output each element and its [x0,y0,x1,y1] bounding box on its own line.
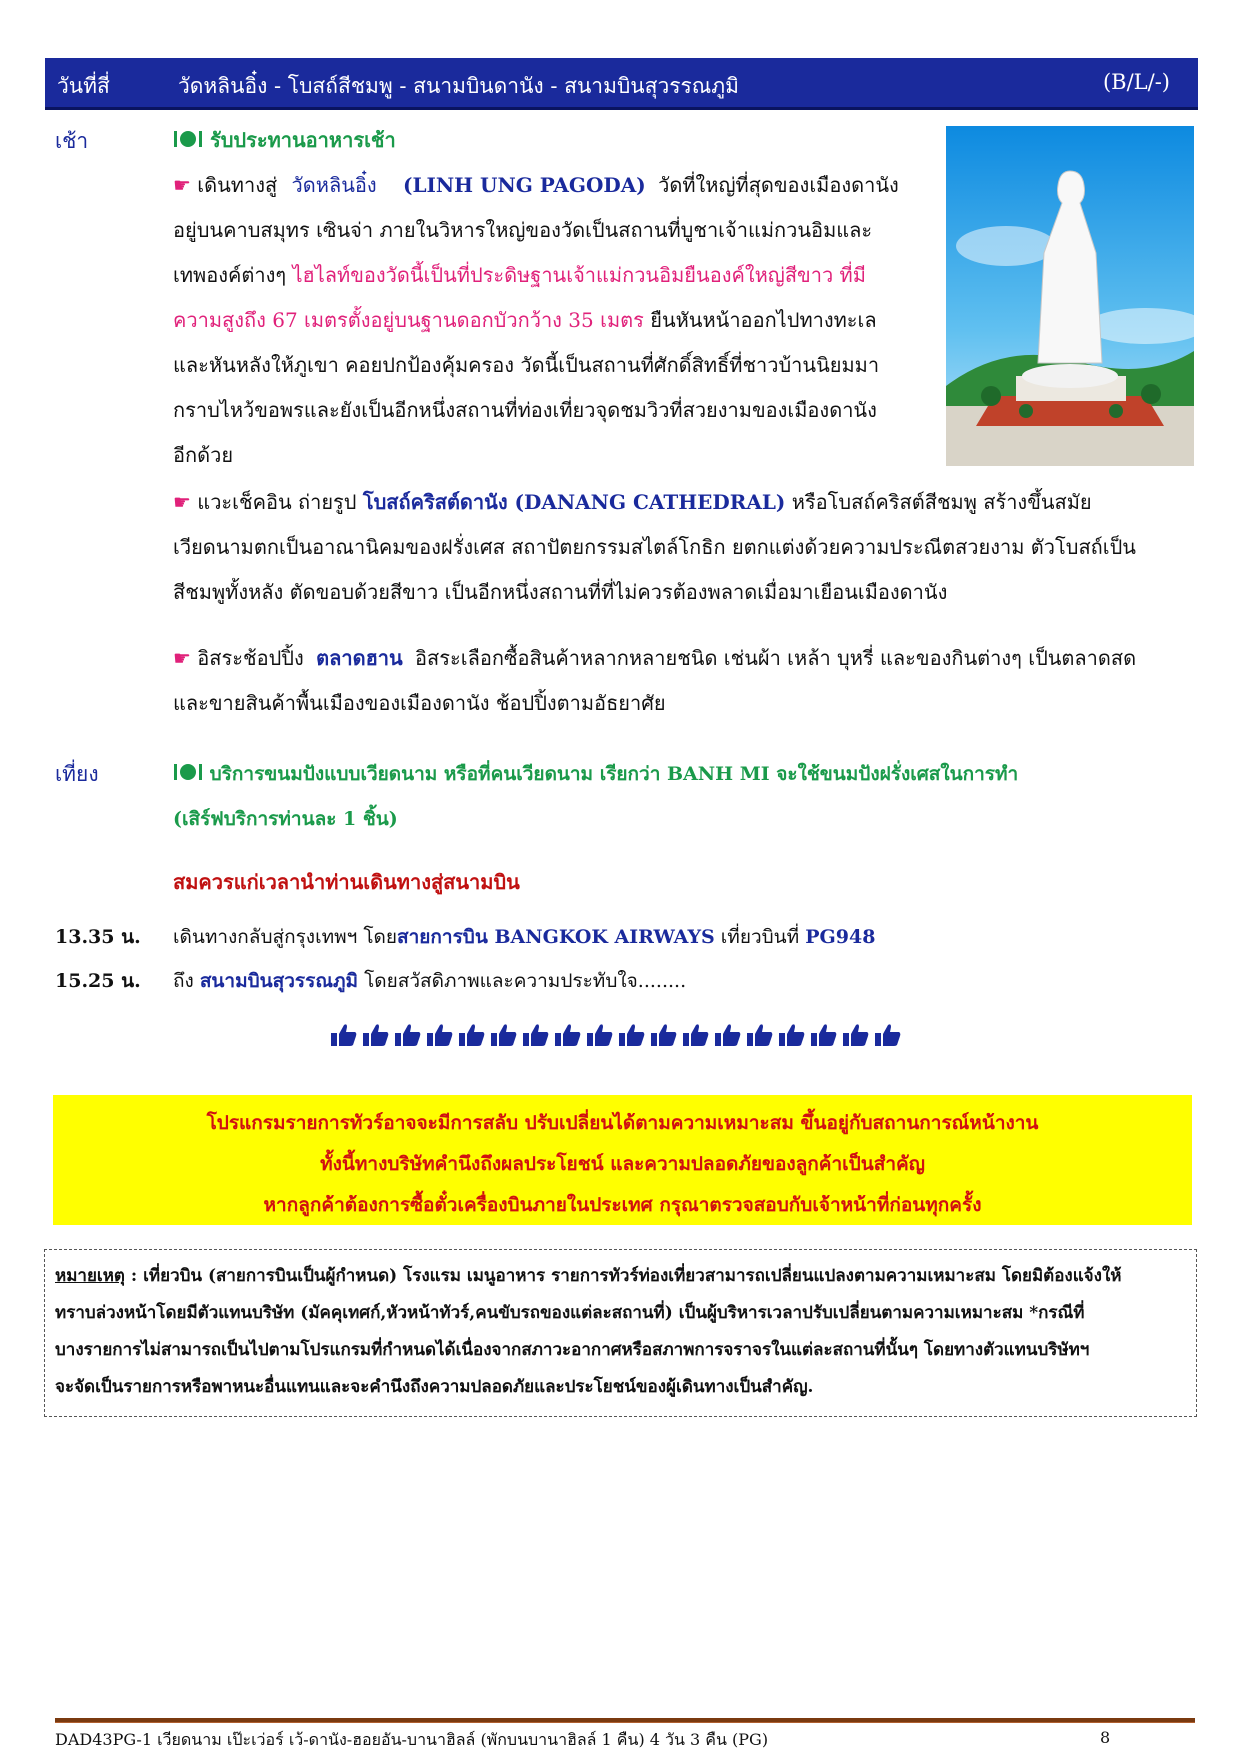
thumbs-up-icon [618,1022,646,1048]
p3-lead: อิสระช้อปปิ้ง [197,646,304,670]
thumbs-up-icon [362,1022,390,1048]
flight-number: PG948 [805,926,876,948]
remark-line3: บางรายการไม่สามารถเป็นไปตามโปรแกรมที่กำหนดได้เนื่องจากสภาวะอากาศหรือสภาพการจราจรในแต่ละสถานที่นั้นๆ โดยทางตัวแทนบริษัทฯ [55,1340,1090,1360]
thumbs-up-icon [682,1022,710,1048]
thumbs-up-icon [810,1022,838,1048]
p1-line5: และหันหลังให้ภูเขา คอยปกป้องคุ้มครอง วัดนี้เป็นสถานที่ศักดิ์สิทธิ์ที่ชาวบ้านนิยมมา [173,353,880,377]
thumbs-up-icon [330,1022,358,1048]
breakfast-line [173,124,396,156]
flight-time-1: 13.35 น. [55,926,141,948]
thumbs-up-icon [522,1022,550,1048]
p1-line4b: ยืนหันหน้าออกไปทางทะเล [650,308,877,332]
notice-line-3: หากลูกค้าต้องการซื้อตั๋วเครื่องบินภายในประเทศ กรุณาตรวจสอบกับเจ้าหน้าที่ก่อนทุกครั้ง [263,1194,982,1216]
footer-text: DAD43PG-1 เวียดนาม เป๊ะเว่อร์ เว้-ดานัง-ฮอยอัน-บานาฮิลล์ (พักบนบานาฮิลล์ 1 คืน) 4 วัน 3 คืน (PG) [55,1730,769,1749]
p1-line3a: เทพองค์ต่างๆ [173,263,287,287]
meal-plate-icon [173,129,203,149]
thumbs-up-icon [778,1022,806,1048]
flight-time-2: 15.25 น. [55,970,141,992]
notice-box [53,1095,1192,1225]
thumbs-up-icon [394,1022,422,1048]
thumbs-up-icon [586,1022,614,1048]
remark-line4: จะจัดเป็นรายการหรือพาหนะอื่นแทนและจะคำนึงถึงความปลอดภัยและประโยชน์ของผู้เดินทางเป็นสำคัญ. [55,1377,814,1397]
day-label: วันที่สี่ [57,74,110,98]
p2-line1-rest: หรือโบสถ์คริสต์สีชมพู สร้างขึ้นสมัย [791,490,1092,514]
p2-line3: สีชมพูทั้งหลัง ตัดขอบด้วยสีขาว เป็นอีกหนึ่งสถานที่ที่ไม่ควรต้องพลาดเมื่อมาเยือนเมืองดานัง [173,580,948,604]
day-header [45,58,1198,110]
airport-transfer: สมควรแก่เวลานำท่านเดินทางสู่สนามบิน [173,870,520,894]
p3-line2: และขายสินค้าพื้นเมืองของเมืองดานัง ช้อปปิ้งตามอัธยาศัย [173,691,666,715]
footer-divider [55,1718,1195,1723]
pointing-hand-icon: ☛ [173,173,191,197]
day-route: วัดหลินอิ๋ง - โบสถ์สีชมพู - สนามบินดานัง - สนามบินสุวรรณภูมิ [178,74,739,98]
day-meals: (B/L/-) [1102,70,1170,94]
thumbs-up-icon [842,1022,870,1048]
p1-lead: เดินทางสู่ [197,173,278,197]
p2-place: โบสถ์คริสต์ดานัง (DANANG CATHEDRAL) [362,490,786,514]
morning-label: เช้า [55,129,89,153]
flight-line-1 [173,922,875,952]
flight-line-2 [173,966,686,996]
p1-line6: กราบไหว้ขอพรและยังเป็นอีกหนึ่งสถานที่ท่องเที่ยวจุดชมวิวที่สวยงามของเมืองดานัง [173,398,877,422]
flight-text-2: ถึง [173,970,194,992]
flight-text-1: เดินทางกลับสู่กรุงเทพฯ โดย [173,926,398,948]
thumbs-up-icon [714,1022,742,1048]
notice-line-2: ทั้งนี้ทางบริษัทคำนึงถึงผลประโยชน์ และความปลอดภัยของลูกค้าเป็นสำคัญ [320,1153,925,1175]
remark-line2: ทราบล่วงหน้าโดยมีตัวแทนบริษัท (มัคคุเทศก์,หัวหน้าทัวร์,คนขับรถของแต่ละสถานที่) เป็นผู้บริหารเวลาปรับเปลี่ยนตามความเหมาะสม *กรณีที่ [55,1303,1085,1323]
thumbs-up-icon [490,1022,518,1048]
p2-lead: แวะเช็คอิน ถ่ายรูป [197,490,357,514]
thumbs-up-icon [426,1022,454,1048]
pointing-hand-icon: ☛ [173,646,191,670]
lunch-line1: บริการขนมปังแบบเวียดนาม หรือที่คนเวียดนาม เรียกว่า BANH MI จะใช้ขนมปังฝรั่งเศสในการทำ [209,763,1019,785]
flight-number-label: เที่ยวบินที่ [720,926,800,948]
p1-line3b: ไฮไลท์ของวัดนี้เป็นที่ประดิษฐานเจ้าแม่กวนอิมยืนองค์ใหญ่สีขาว ที่มี [292,263,866,287]
thumbs-up-icon [650,1022,678,1048]
p2-line2: เวียดนามตกเป็นอาณานิคมของฝรั่งเศส สถาปัตยกรรมสไตล์โกธิก ยตกแต่งด้วยความประณีตสวยงาม ตัวโบสถ์เป็น [173,535,1136,559]
p1-line2: อยู่บนคาบสมุทร เซินจ่า ภายในวิหารใหญ่ของวัดเป็นสถานที่บูชาเจ้าแม่กวนอิมและ [173,218,873,242]
lunch-line2: (เสิร์ฟบริการท่านละ 1 ชิ้น) [173,808,398,830]
thumbs-up-icon [458,1022,486,1048]
pointing-hand-icon: ☛ [173,490,191,514]
thumbs-up-icon [874,1022,902,1048]
notice-line-1: โปรแกรมรายการทัวร์อาจจะมีการสลับ ปรับเปลี่ยนได้ตามความเหมาะสม ขึ้นอยู่กับสถานการณ์หน้างาน [206,1112,1039,1134]
p1-line1-rest: วัดที่ใหญ่ที่สุดของเมืองดานัง [658,173,899,197]
thumbs-up-icon [746,1022,774,1048]
noon-label: เที่ยง [55,762,99,786]
guanyin-statue-photo [946,126,1194,466]
p1-place-en: (LINH UNG PAGODA) [403,173,646,197]
p3-line1-rest: อิสระเลือกซื้อสินค้าหลากหลายชนิด เช่นผ้า เหล้า บุหรี่ และของกินต่างๆ เป็นตลาดสด [415,646,1137,670]
thumbs-up-icon [554,1022,582,1048]
paragraph-linh-ung [173,163,899,478]
page-number: 8 [1100,1728,1111,1747]
paragraph-cathedral [173,480,1193,615]
breakfast-text: รับประทานอาหารเช้า [209,128,396,152]
remark-label: หมายเหตุ [55,1266,125,1286]
p1-line4a: ความสูงถึง 67 เมตรตั้งอยู่บนฐานดอกบัวกว้าง 35 เมตร [173,308,644,332]
p1-line7: อีกด้วย [173,443,234,467]
lunch-block [173,752,1018,842]
remark-line1: : เที่ยวบิน (สายการบินเป็นผู้กำหนด) โรงแรม เมนูอาหาร รายการทัวร์ท่องเที่ยวสามารถเปลี่ยนแปลงตามความเหมาะสม โดยมิต้องแจ้งให้ [130,1266,1122,1286]
arrival-airport: สนามบินสุวรรณภูมิ [199,970,359,992]
p3-place: ตลาดฮาน [316,646,403,670]
thumbs-up-divider [330,1022,920,1052]
flight-airline: สายการบิน BANGKOK AIRWAYS [397,926,715,948]
meal-plate-icon [173,762,203,782]
remark-box [44,1249,1197,1417]
p1-place: วัดหลินอิ๋ง [291,173,377,197]
arrival-rest: โดยสวัสดิภาพและความประทับใจ........ [364,970,687,992]
paragraph-han-market [173,636,1193,726]
